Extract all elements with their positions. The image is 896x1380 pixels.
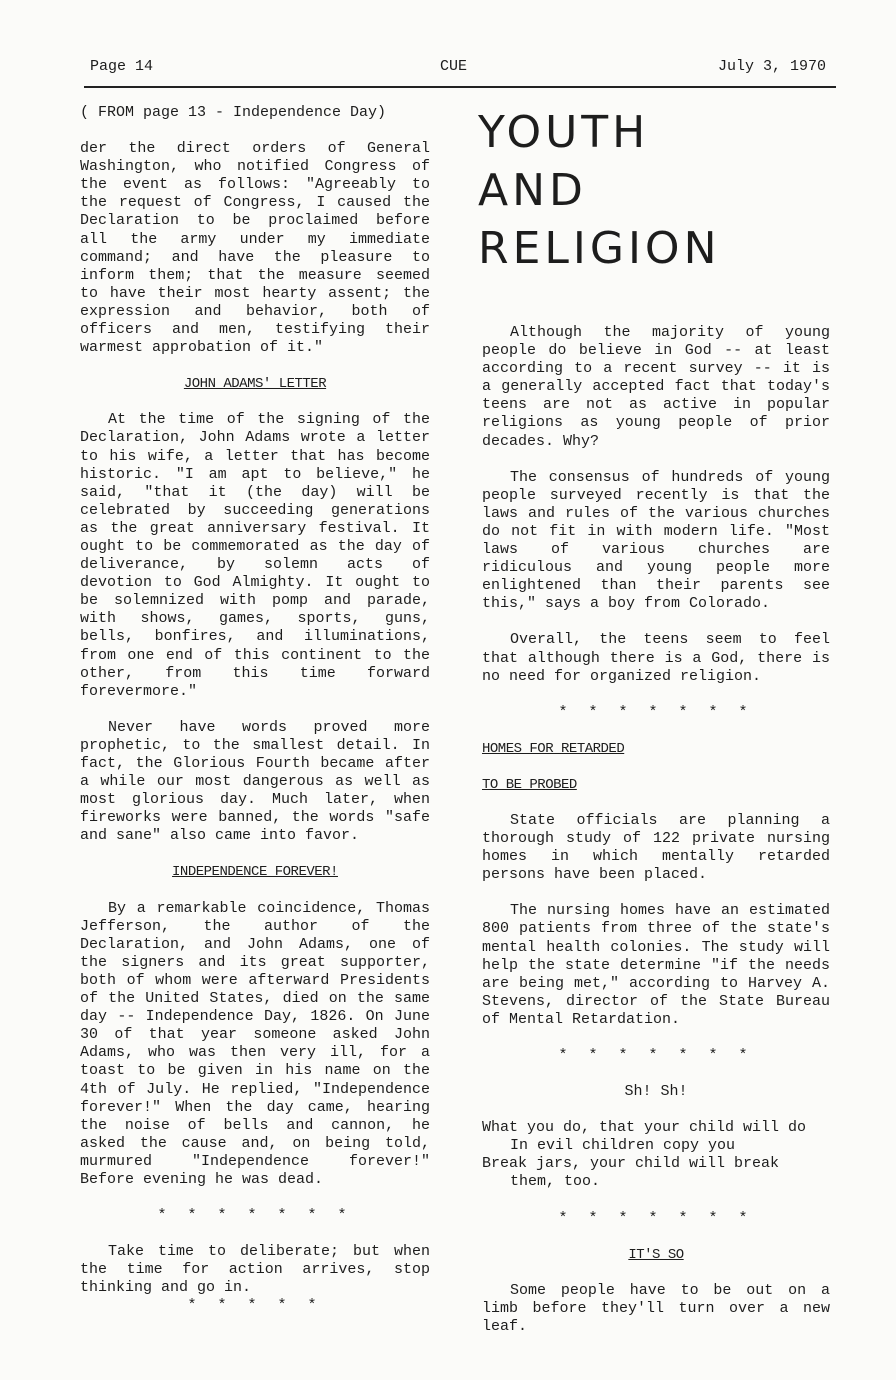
star-divider: * * * * * * * <box>558 1209 754 1227</box>
paragraph: Some people have to be out on a limb before they'll turn over a new leaf. <box>482 1281 830 1335</box>
paragraph: Never have words proved more prophetic, to the smallest detail. In fact, the Glorious Fourth became after a while our most dangerous as well as most glorious day. Much later, when fireworks were banned, the words "safe and sane" also came into favor. <box>80 718 430 845</box>
section-heading: JOHN ADAMS' LETTER <box>183 376 327 393</box>
paragraph: der the direct orders of General Washington, who notified Congress of the event as follows: "Agreeably to the request of Congress, I caused the Declaration to be proclaimed before all the army under my immediate command; and have the pleasure to inform them; that the measure seemed to have their most hearty assent; the expression and behavior, both of officers and men, testifying their warmest approbation of it." <box>80 140 430 357</box>
publication-name: CUE <box>440 58 468 75</box>
section-heading: Sh! Sh! <box>624 1083 688 1101</box>
title-line: YOUTH <box>478 107 650 158</box>
star-divider: * * * * * * * <box>558 1047 754 1064</box>
page-number: Page 14 <box>90 58 154 75</box>
paragraph: The consensus of hundreds of young people surveyed recently is that the laws and rules of the various churches do not fit in with modern life. "Most laws of various churches are ridiculous and young people more enlightened than their parents see this," says a boy from Colorado. <box>482 468 830 613</box>
paragraph: Take time to deliberate; but when the time for action arrives, stop thinking and go in. <box>80 1243 430 1297</box>
left-column <box>80 104 430 1334</box>
article-title <box>478 104 830 278</box>
title-line: RELIGION <box>478 223 721 274</box>
right-column <box>478 104 830 1354</box>
paragraph: The nursing homes have an estimated 800 patients from three of the state's mental health colonies. The study will help the state determine "if the needs are being met," according to Harvey A. Stevens, director of the State Bureau of Mental Retardation. <box>482 902 830 1028</box>
poem-line: What you do, that your child will do <box>482 1119 807 1137</box>
paragraph: By a remarkable coincidence, Thomas Jefferson, the author of the Declaration, and John Adams, one of the signers and its great supporter, both of whom were afterward Presidents of the United States, died on the same day -- Independence Day, 1826. On June 30 of that year someone asked John Adams, who was then very ill, for a toast to be given in his name on the 4th of July. He replied, "Independence forever!" When the day came, hearing the noise of bells and cannon, he asked the cause and, on being told, murmured "Independence forever!" Before evening he was dead. <box>80 899 430 1188</box>
section-heading: IT'S SO <box>628 1246 684 1263</box>
paragraph: Overall, the teens seem to feel that although there is a God, there is no need for organized religion. <box>482 631 830 685</box>
paragraph: At the time of the signing of the Declaration, John Adams wrote a letter to his wife, a letter that has become historic. "I am apt to believe," he said, "that it (the day) will be celebrated by succeeding generations as the great anniversary festival. It ought to be commemorated as the day of deliverance, by solemn acts of devotion to God Almighty. It ought to be solemnized with pomp and parade, with shows, games, sports, guns, bells, bonfires, and illuminations, from one end of this continent to the other, from this time forward forevermore." <box>80 411 430 700</box>
poem <box>482 1119 830 1191</box>
section-heading: TO BE PROBED <box>482 776 577 793</box>
poem-line: them, too. <box>510 1173 601 1191</box>
section-heading: INDEPENDENCE FOREVER! <box>172 864 338 881</box>
section-heading: HOMES FOR RETARDED <box>482 740 625 757</box>
issue-date: July 3, 1970 <box>717 58 826 75</box>
star-divider: * * * * * * * <box>558 703 754 721</box>
star-divider: * * * * * <box>187 1297 323 1315</box>
page-header <box>84 56 836 88</box>
paragraph: Although the majority of young people do believe in God -- at least according to a recent survey -- it is a generally accepted fact that today's teens are not as active in popular religions as young people of prior decades. Why? <box>482 324 830 450</box>
poem-line: In evil children copy you <box>510 1137 736 1155</box>
poem-line: Break jars, your child will break <box>482 1155 780 1173</box>
title-line: AND <box>478 165 587 216</box>
continuation-kicker: ( FROM page 13 - Independence Day) <box>80 104 387 121</box>
star-divider: * * * * * * * <box>157 1207 353 1225</box>
paragraph: State officials are planning a thorough study of 122 private nursing homes in which mentally retarded persons have been placed. <box>482 811 830 884</box>
